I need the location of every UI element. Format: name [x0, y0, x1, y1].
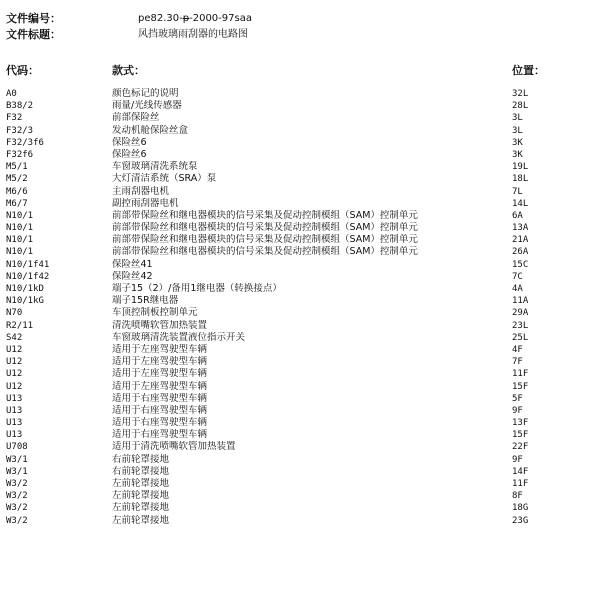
- row-description: 保险丝6: [112, 148, 147, 160]
- row-code: N10/1: [6, 210, 34, 221]
- row-code: U13: [6, 393, 23, 404]
- table-row: [0, 161, 609, 173]
- row-position: 19L: [512, 162, 529, 173]
- table-row: [0, 478, 609, 490]
- row-description: 车窗玻璃清洗系统泵: [112, 161, 198, 173]
- table-row: [0, 234, 609, 246]
- table-row: [0, 502, 609, 514]
- row-code: U13: [6, 405, 23, 416]
- table-row: [0, 356, 609, 368]
- row-description: 颜色标记的说明: [112, 88, 179, 99]
- row-code: M5/2: [6, 174, 28, 185]
- table-row: [0, 100, 609, 112]
- row-position: 9F: [512, 454, 523, 465]
- table-row: [0, 405, 609, 417]
- row-description: 适用于左座驾驶型车辆: [112, 368, 208, 380]
- row-description: 大灯清洁系统（SRA）泵: [112, 173, 217, 185]
- row-code: N70: [6, 308, 23, 319]
- table-row: [0, 307, 609, 319]
- row-code: N10/1f41: [6, 259, 50, 270]
- table-row: [0, 173, 609, 185]
- row-position: 3L: [512, 113, 523, 124]
- row-position: 6A: [512, 210, 523, 221]
- row-description: 右前轮罩接地: [112, 453, 170, 465]
- row-position: 11F: [512, 369, 529, 380]
- row-description: 适用于右座驾驶型车辆: [112, 404, 208, 416]
- row-position: 15F: [512, 381, 529, 392]
- table-row: [0, 515, 609, 527]
- column-header-pos: 位置：: [512, 64, 545, 77]
- row-description: 保险丝6: [112, 136, 147, 148]
- row-position: 32L: [512, 89, 529, 99]
- row-position: 4F: [512, 344, 523, 355]
- row-code: F32: [6, 113, 23, 124]
- row-description: 车窗玻璃清洗装置液位指示开关: [112, 331, 246, 343]
- row-code: B38/2: [6, 101, 34, 112]
- table-row: [0, 246, 609, 258]
- row-position: 18L: [512, 174, 529, 185]
- row-code: M6/6: [6, 186, 28, 197]
- row-position: 7C: [512, 271, 523, 282]
- doc-number-suffix: -2000-97saa: [189, 13, 252, 24]
- column-header-desc: 款式：: [112, 64, 145, 77]
- row-code: U12: [6, 357, 23, 368]
- row-position: 26A: [512, 247, 529, 258]
- table-row: [0, 393, 609, 405]
- table-row: [0, 368, 609, 380]
- row-code: F32f6: [6, 149, 34, 160]
- table-row: [0, 137, 609, 149]
- row-description: 左前轮罩接地: [112, 478, 170, 489]
- row-position: 18G: [512, 503, 529, 514]
- row-position: 15F: [512, 430, 529, 441]
- table-row: [0, 381, 609, 393]
- row-position: 9F: [512, 405, 523, 416]
- row-description: 端子15（2）/备用1继电器（转换接点）: [112, 283, 282, 294]
- table-row: [0, 417, 609, 429]
- row-description: 保险丝41: [112, 258, 153, 270]
- table-row: [0, 125, 609, 137]
- row-code: W3/2: [6, 479, 28, 489]
- row-position: 4A: [512, 284, 523, 294]
- row-position: 8F: [512, 491, 523, 502]
- row-code: N10/1: [6, 223, 34, 234]
- table-row: [0, 295, 609, 307]
- doc-number-value: [138, 12, 252, 26]
- row-position: 25L: [512, 332, 529, 343]
- column-header-code: 代码：: [6, 64, 39, 77]
- table-row: [0, 222, 609, 234]
- row-description: 适用于清洗喷嘴软管加热装置: [112, 441, 236, 453]
- doc-number-prefix: pe82.30-: [138, 13, 183, 24]
- table-row: [0, 466, 609, 478]
- row-description: 副控雨刮器电机: [112, 197, 179, 209]
- row-position: 23G: [512, 515, 529, 526]
- table-row: [0, 441, 609, 453]
- table-row: [0, 454, 609, 466]
- row-code: M5/1: [6, 162, 28, 173]
- row-code: W3/2: [6, 503, 28, 514]
- row-code: W3/2: [6, 515, 28, 526]
- row-code: W3/2: [6, 491, 28, 502]
- row-position: 29A: [512, 308, 529, 319]
- row-code: N10/1: [6, 247, 34, 258]
- row-position: 23L: [512, 320, 529, 331]
- row-code: N10/1f42: [6, 271, 50, 282]
- row-position: 22F: [512, 442, 529, 453]
- row-description: 右前轮罩接地: [112, 465, 170, 477]
- row-description: 适用于右座驾驶型车辆: [112, 417, 208, 429]
- row-position: 14L: [512, 198, 529, 209]
- row-description: 保险丝42: [112, 270, 153, 282]
- row-description: 左前轮罩接地: [112, 502, 170, 514]
- row-description: 雨量/光线传感器: [112, 100, 182, 112]
- row-description: 端子15R继电器: [112, 295, 179, 307]
- row-description: 主雨刮器电机: [112, 185, 170, 197]
- row-description: 适用于左座驾驶型车辆: [112, 356, 208, 368]
- row-position: 11F: [512, 479, 529, 489]
- doc-title-value: 风挡玻璃雨刮器的电路图: [138, 29, 248, 40]
- row-position: 7F: [512, 357, 523, 368]
- doc-number-struck: p: [182, 13, 190, 24]
- table-row: [0, 186, 609, 198]
- row-position: 3L: [512, 125, 523, 136]
- doc-title-label: 文件标题：: [6, 28, 61, 41]
- table-row: [0, 320, 609, 332]
- doc-title-line: [6, 28, 606, 42]
- row-code: F32/3: [6, 125, 34, 136]
- row-position: 3K: [512, 137, 523, 148]
- row-code: U13: [6, 418, 23, 429]
- row-position: 11A: [512, 296, 529, 307]
- row-code: R2/11: [6, 320, 34, 331]
- row-code: W3/1: [6, 454, 28, 465]
- row-position: 13A: [512, 223, 529, 234]
- row-code: M6/7: [6, 198, 28, 209]
- row-code: W3/1: [6, 466, 28, 477]
- table-row: [0, 490, 609, 502]
- row-description: 适用于左座驾驶型车辆: [112, 343, 208, 355]
- row-position: 14F: [512, 466, 529, 477]
- table-row: [0, 344, 609, 356]
- row-description: 前部带保险丝和继电器模块的信号采集及促动控制模组（SAM）控制单元: [112, 222, 418, 234]
- row-description: 适用于左座驾驶型车辆: [112, 380, 208, 392]
- component-table: [0, 88, 609, 527]
- row-code: N10/1: [6, 235, 34, 246]
- table-row: [0, 332, 609, 344]
- table-row: [0, 198, 609, 210]
- row-position: 28L: [512, 101, 529, 112]
- row-position: 21A: [512, 235, 529, 246]
- row-position: 13F: [512, 418, 529, 429]
- row-code: U12: [6, 369, 23, 380]
- table-row: [0, 210, 609, 222]
- row-code: S42: [6, 332, 23, 343]
- row-code: N10/1kD: [6, 284, 44, 294]
- doc-number-label: 文件编号：: [6, 12, 61, 25]
- row-code: U12: [6, 381, 23, 392]
- row-code: U13: [6, 430, 23, 441]
- row-code: N10/1kG: [6, 296, 44, 307]
- row-description: 前部带保险丝和继电器模块的信号采集及促动控制模组（SAM）控制单元: [112, 246, 418, 258]
- doc-number-line: [6, 12, 606, 26]
- row-description: 前部带保险丝和继电器模块的信号采集及促动控制模组（SAM）控制单元: [112, 234, 418, 246]
- row-description: 前部带保险丝和继电器模块的信号采集及促动控制模组（SAM）控制单元: [112, 209, 418, 221]
- row-position: 15C: [512, 259, 529, 270]
- table-row: [0, 259, 609, 271]
- row-code: U12: [6, 344, 23, 355]
- row-description: 适用于右座驾驶型车辆: [112, 429, 208, 441]
- table-row: [0, 149, 609, 161]
- table-row: [0, 112, 609, 124]
- row-code: U708: [6, 442, 28, 453]
- row-code: A0: [6, 89, 17, 99]
- row-description: 发动机舱保险丝盒: [112, 124, 189, 136]
- row-position: 3K: [512, 149, 523, 160]
- table-row: [0, 429, 609, 441]
- row-description: 适用于右座驾驶型车辆: [112, 392, 208, 404]
- row-description: 清洗喷嘴软管加热装置: [112, 319, 208, 331]
- row-description: 左前轮罩接地: [112, 514, 170, 526]
- row-description: 左前轮罩接地: [112, 490, 170, 502]
- row-position: 7L: [512, 186, 523, 197]
- table-row: [0, 88, 609, 100]
- table-row: [0, 283, 609, 295]
- row-position: 5F: [512, 393, 523, 404]
- row-description: 车顶控制板控制单元: [112, 307, 198, 319]
- row-description: 前部保险丝: [112, 112, 160, 124]
- row-code: F32/3f6: [6, 137, 44, 148]
- table-row: [0, 271, 609, 283]
